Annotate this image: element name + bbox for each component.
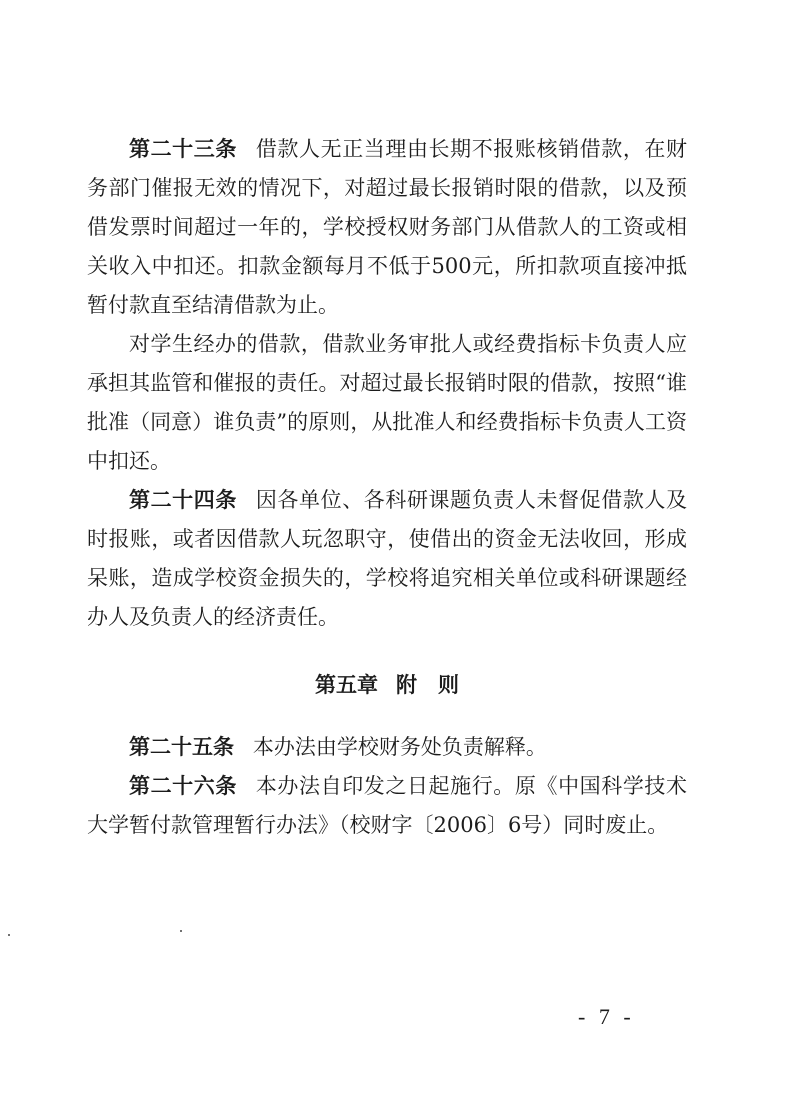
page-number: - 7 -	[578, 1004, 635, 1029]
article-23-paragraph-2: 对学生经办的借款，借款业务审批人或经费指标卡负责人应承担其监管和催报的责任。对超过最长报销时限的借款，按照“谁批准（同意）谁负责”的原则，从批准人和经费指标卡负责人工资中扣还。	[87, 332, 687, 473]
chapter-number: 第五章	[315, 673, 378, 697]
article-26	[87, 767, 687, 845]
article-24	[87, 481, 687, 637]
article-23-text: 借款人无正当理由长期不报账核销借款，在财务部门催报无效的情况下，对超过最长报销时限的借款，以及预借发票时间超过一年的，学校授权财务部门从借款人的工资或相关收入中扣还。扣款金额每月不低于500元，所扣款项直接冲抵暂付款直至结清借款为止。	[87, 137, 688, 317]
scan-speck	[8, 934, 10, 936]
article-23	[87, 130, 687, 325]
article-26-text: 本办法自印发之日起施行。原《中国科学技术大学暂付款管理暂行办法》（校财字〔2006〕6号）同时废止。	[87, 774, 688, 837]
chapter-heading	[87, 666, 687, 705]
article-25-label: 第二十五条	[129, 735, 234, 759]
article-26-label: 第二十六条	[129, 774, 237, 798]
article-25	[87, 728, 687, 767]
scan-speck	[180, 930, 182, 932]
article-23-label: 第二十三条	[129, 137, 237, 161]
article-24-text: 因各单位、各科研课题负责人未督促借款人及时报账，或者因借款人玩忽职守，使借出的资金无法收回，形成呆账，造成学校资金损失的，学校将追究相关单位或科研课题经办人及负责人的经济责任。	[87, 488, 688, 629]
article-24-label: 第二十四条	[129, 488, 237, 512]
chapter-title: 附 则	[396, 673, 459, 697]
document-body	[87, 130, 687, 845]
article-25-text: 本办法由学校财务处负责解释。	[252, 735, 547, 759]
